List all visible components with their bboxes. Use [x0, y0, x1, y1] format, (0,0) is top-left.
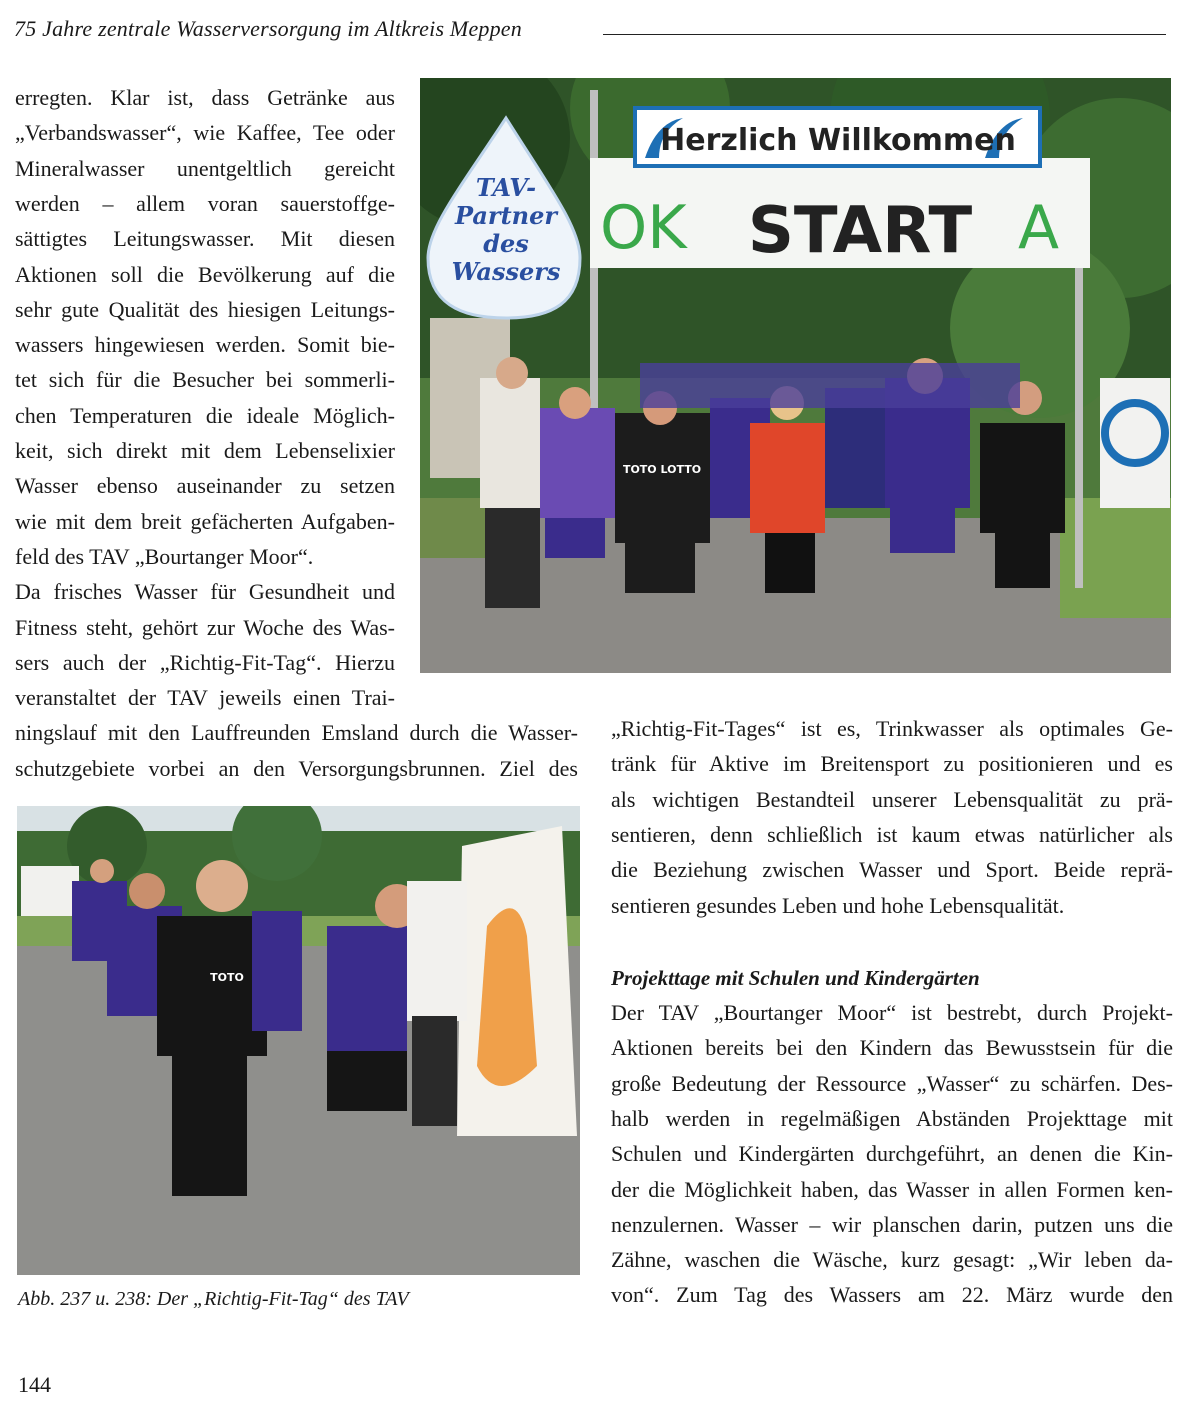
banner-left-partial-text: OK	[600, 193, 687, 263]
text-line: Aktionen bereits bei den Kindern das Bewusstsein für die	[611, 1035, 1173, 1061]
text-line: wassers hingewiesen werden. Somit bie-	[15, 332, 395, 358]
running-header: 75 Jahre zentrale Wasserversorgung im Altkreis Meppen	[14, 16, 522, 41]
text-line: nenzulernen. Wasser – wir planschen darin, putzen uns die	[611, 1211, 1173, 1237]
drop-sign-line-4: Wassers	[451, 257, 561, 286]
text-line: werden – allem voran sauerstoffge-	[15, 190, 395, 216]
header-rule	[603, 34, 1166, 35]
text-line: tet sich für die Besucher bei sommerli-	[15, 367, 395, 393]
text-line: halb werden in regelmäßigen Abständen Projekttage mit	[611, 1105, 1173, 1131]
text-line: feld des TAV „Bourtanger Moor“.	[15, 543, 314, 569]
text-line: Der TAV „Bourtanger Moor“ ist bestrebt, durch Projekt-	[611, 1000, 1173, 1025]
text-line: sehr gute Qualität des hiesigen Leitungs-	[15, 296, 395, 322]
drop-sign-line-1: TAV-	[475, 173, 537, 202]
text-line: „Richtig-Fit-Tages“ ist es, Trinkwasser als optimales Ge-	[611, 716, 1173, 741]
text-line: von“. Zum Tag des Wassers am 22. März wurde den	[611, 1282, 1173, 1308]
text-line: Schulen und Kindergärten durchgeführt, an denen die Kin-	[611, 1141, 1173, 1167]
text-line: ningslauf mit den Lauffreunden Emsland durch die Wasser-	[15, 720, 578, 746]
drop-sign-line-2: Partner	[454, 201, 558, 230]
section-heading: Projekttage mit Schulen und Kindergärten	[611, 966, 980, 990]
figure-caption: Abb. 237 u. 238: Der „Richtig-Fit-Tag“ des TAV	[18, 1288, 409, 1310]
text-line: erregten. Klar ist, dass Getränke aus	[15, 85, 395, 110]
photo-runners-road	[17, 806, 580, 1275]
text-line: Fitness steht, gehört zur Woche des Was-	[15, 614, 395, 640]
text-line: wie mit dem breit gefächerten Aufgaben-	[15, 508, 395, 534]
text-line: Aktionen soll die Bevölkerung auf die	[15, 261, 395, 287]
banner-right-partial-text: A	[1018, 193, 1060, 263]
text-line: „Verbandswasser“, wie Kaffee, Tee oder	[15, 120, 395, 146]
page-number: 144	[18, 1372, 51, 1397]
text-line: sers auch der „Richtig-Fit-Tag“. Hierzu	[15, 649, 395, 675]
text-line: Wasser ebenso auseinander zu setzen	[15, 473, 395, 499]
text-line: schutzgebiete vorbei an den Versorgungsbrunnen. Ziel des	[15, 755, 578, 781]
banner-welcome-text: Herzlich Willkommen	[660, 123, 1016, 158]
text-line: tränk für Aktive im Breitensport zu positionieren und es	[611, 751, 1173, 777]
drop-sign-line-3: des	[483, 229, 529, 258]
text-line: als wichtigen Bestandteil unserer Lebensqualität zu prä-	[611, 786, 1173, 812]
text-line: sättigtes Leitungswasser. Mit diesen	[15, 226, 395, 252]
text-line: sentieren, denn schließlich ist kaum etwas natürlicher als	[611, 821, 1173, 847]
text-line: Da frisches Wasser für Gesundheit und	[15, 579, 395, 605]
text-line: sentieren gesundes Leben und hohe Lebensqualität.	[611, 892, 1065, 918]
text-line: chen Temperaturen die ideale Möglich-	[15, 402, 395, 428]
text-line: keit, sich direkt mit dem Lebenselixier	[15, 438, 395, 463]
text-line: veranstaltet der TAV jeweils einen Trai-	[15, 685, 395, 711]
text-line: die Beziehung zwischen Wasser und Sport. Beide reprä-	[611, 857, 1173, 883]
shirt-text: TOTO LOTTO	[622, 463, 702, 476]
text-line: Mineralwasser unentgeltlich gereicht	[15, 155, 395, 181]
text-line: große Bedeutung der Ressource „Wasser“ zu schärfen. Des-	[611, 1070, 1173, 1096]
banner-start-text: START	[747, 194, 973, 268]
text-line: Zähne, waschen die Wäsche, kurz gesagt: „Wir leben da-	[611, 1247, 1173, 1273]
photo-run-start	[420, 78, 1171, 673]
shirt-text-bottom: TOTO	[210, 971, 244, 984]
text-line: der die Möglichkeit haben, das Wasser in allen Formen ken-	[611, 1176, 1173, 1202]
